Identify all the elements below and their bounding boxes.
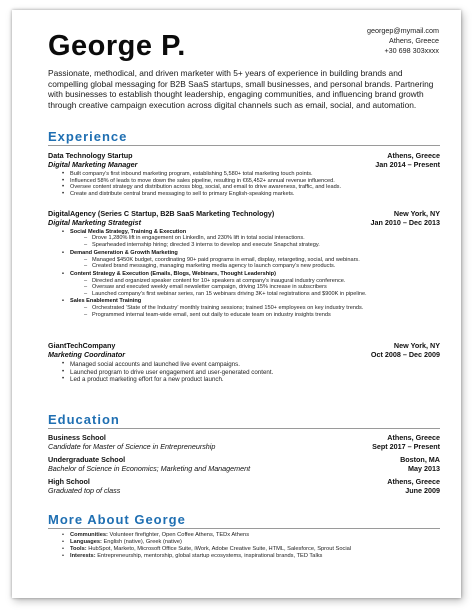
group-items xyxy=(48,235,440,248)
job-dates: Jan 2014 – Present xyxy=(375,159,440,169)
experience-heading: Experience xyxy=(48,129,128,144)
job-location: New York, NY xyxy=(393,341,440,350)
degree: Candidate for Master of Science in Entrepreneurship xyxy=(48,441,216,451)
list-item: – Orchestrated ‘State of the Industry’ monthly training sessions; trained 150+ employees on key industry trends. xyxy=(48,305,440,311)
job-role: Digital Marketing Manager xyxy=(48,159,138,169)
school-entry xyxy=(48,478,440,495)
item-value: English (native), Greek (native) xyxy=(103,539,182,545)
group-items xyxy=(48,257,440,270)
list-item: – Programmed internal team-wide email, sent out daily to educate team on industry insights trends xyxy=(48,312,440,318)
school-dates: June 2009 xyxy=(405,485,440,495)
school-location: Boston, MA xyxy=(400,455,440,464)
group-title: • Content Strategy & Execution (Emails, Blogs, Webinars, Thought Leadership) xyxy=(48,271,440,278)
company-name: DigitalAgency (Series C Startup, B2B SaaS Marketing Technology) xyxy=(48,209,275,218)
location-text: Athens, Greece xyxy=(389,36,439,45)
school-entry xyxy=(48,434,440,451)
job-bullets xyxy=(48,361,440,383)
company-name: Data Technology Startup xyxy=(48,151,133,160)
school-degree-row xyxy=(48,465,440,474)
item-label: Interests: xyxy=(70,553,96,559)
degree: Graduated top of class xyxy=(48,485,121,495)
list-item: – Created brand messaging, managing marketing media agency to launch company’s new products. xyxy=(48,263,440,269)
list-item: • Oversee content strategy and distribution across blog, social, and email to drive awareness, traffic, and leads. xyxy=(48,184,440,191)
experience-divider xyxy=(48,145,440,146)
school-name: High School xyxy=(48,477,90,486)
job-role: Digital Marketing Strategist xyxy=(48,217,142,227)
education-heading: Education xyxy=(48,412,120,427)
group-title: • Social Media Strategy, Training & Execution xyxy=(48,229,440,236)
job-role: Marketing Coordinator xyxy=(48,349,126,359)
group-items xyxy=(48,305,440,318)
list-item: – Spearheaded internship hiring; directed 3 interns to develop and execute Snapchat strategy. xyxy=(48,242,440,248)
list-item: • Managed social accounts and launched live event campaigns. xyxy=(48,361,440,368)
job-entry xyxy=(48,210,440,318)
job-location: New York, NY xyxy=(393,209,440,218)
list-item: – Managed $450K budget, coordinating 90+ paid programs in email, display, retargeting, social, and webinars. xyxy=(48,257,440,263)
phone-text: +30 698 303xxxx xyxy=(384,46,439,55)
school-entry xyxy=(48,456,440,473)
job-dates: Jan 2010 – Dec 2013 xyxy=(370,217,440,227)
school-degree-row xyxy=(48,443,440,452)
list-item: • Influenced 58% of leads to move down the sales pipeline, resulting in €65,452+ annual revenue influenced. xyxy=(48,178,440,185)
more-about-heading: More About George xyxy=(48,512,186,527)
job-role-row xyxy=(48,161,440,170)
list-item: • Create and distribute central brand messaging to sell to primary English-speaking markets. xyxy=(48,191,440,198)
school-name: Business School xyxy=(48,433,106,442)
job-location: Athens, Greece xyxy=(387,151,440,160)
item-label: Tools: xyxy=(70,546,87,552)
degree: Bachelor of Science in Economics; Marketing and Management xyxy=(48,463,251,473)
more-about-list xyxy=(48,532,440,560)
item-value: Entrepreneurship, mentorship, global startup ecosystems, inspirational brands, TED Talks xyxy=(97,553,323,559)
education-divider xyxy=(48,428,440,429)
job-role-row xyxy=(48,351,440,360)
list-item: – Oversaw and executed weekly email newsletter campaign, driving 15% increase in subscribers xyxy=(48,284,440,290)
list-item: – Launched company’s first webinar series, ran 15 webinars driving 3K+ total registrations and $900K in pipeline. xyxy=(48,291,440,297)
company-name: GiantTechCompany xyxy=(48,341,116,350)
list-item xyxy=(48,546,440,553)
candidate-name: George P. xyxy=(48,30,186,62)
list-item: • Built company’s first inbound marketing program, establishing 5,580+ total marketing touch points. xyxy=(48,171,440,178)
more-items xyxy=(48,532,440,560)
school-name: Undergraduate School xyxy=(48,455,126,464)
contact-info xyxy=(367,26,439,56)
group-items xyxy=(48,278,440,297)
school-degree-row xyxy=(48,487,440,496)
school-dates: May 2013 xyxy=(408,463,440,473)
job-bullets xyxy=(48,171,440,197)
job-role-row xyxy=(48,219,440,228)
school-location: Athens, Greece xyxy=(387,477,440,486)
list-item xyxy=(48,539,440,546)
list-item xyxy=(48,553,440,560)
item-value: HubSpot, Marketo, Microsoft Office Suite, iWork, Adobe Creative Suite, HTML, Salesforce, Sprout Social xyxy=(88,546,352,552)
list-item: – Drove 1,280% lift in engagement on LinkedIn, and 230% lift in total social interactions. xyxy=(48,235,440,241)
list-item: – Directed and organized speaker content for 10+ speakers at company’s inaugural industry conference. xyxy=(48,278,440,284)
email-text[interactable]: georgep@mymail.com xyxy=(366,26,439,35)
list-item xyxy=(48,532,440,539)
resume-page xyxy=(12,10,461,598)
summary-paragraph: Passionate, methodical, and driven marketer with 5+ years of experience in building brands and compelling global messaging for B2B SaaS startups, small businesses, and personal brands. Partnering with businesses to establish thought leadership, engaging communities, and influencing brand growth through creative campaign execution across digital channels such as email, social, and automation. xyxy=(48,68,434,110)
list-item: • Launched program to drive user engagement and user-generated content. xyxy=(48,369,440,376)
school-location: Athens, Greece xyxy=(387,433,440,442)
job-entry xyxy=(48,152,440,198)
item-value: Volunteer firefighter, Open Coffee Athens, TEDx Athens xyxy=(109,532,250,538)
school-dates: Sept 2017 – Present xyxy=(372,441,440,451)
job-entry xyxy=(48,342,440,383)
item-label: Languages: xyxy=(70,539,102,545)
item-label: Communities: xyxy=(70,532,108,538)
group-title: • Sales Enablement Training xyxy=(48,298,440,305)
job-dates: Oct 2008 – Dec 2009 xyxy=(370,349,440,359)
list-item: • Led a product marketing effort for a new product launch. xyxy=(48,376,440,383)
more-about-divider xyxy=(48,528,440,529)
group-title: • Demand Generation & Growth Marketing xyxy=(48,250,440,257)
